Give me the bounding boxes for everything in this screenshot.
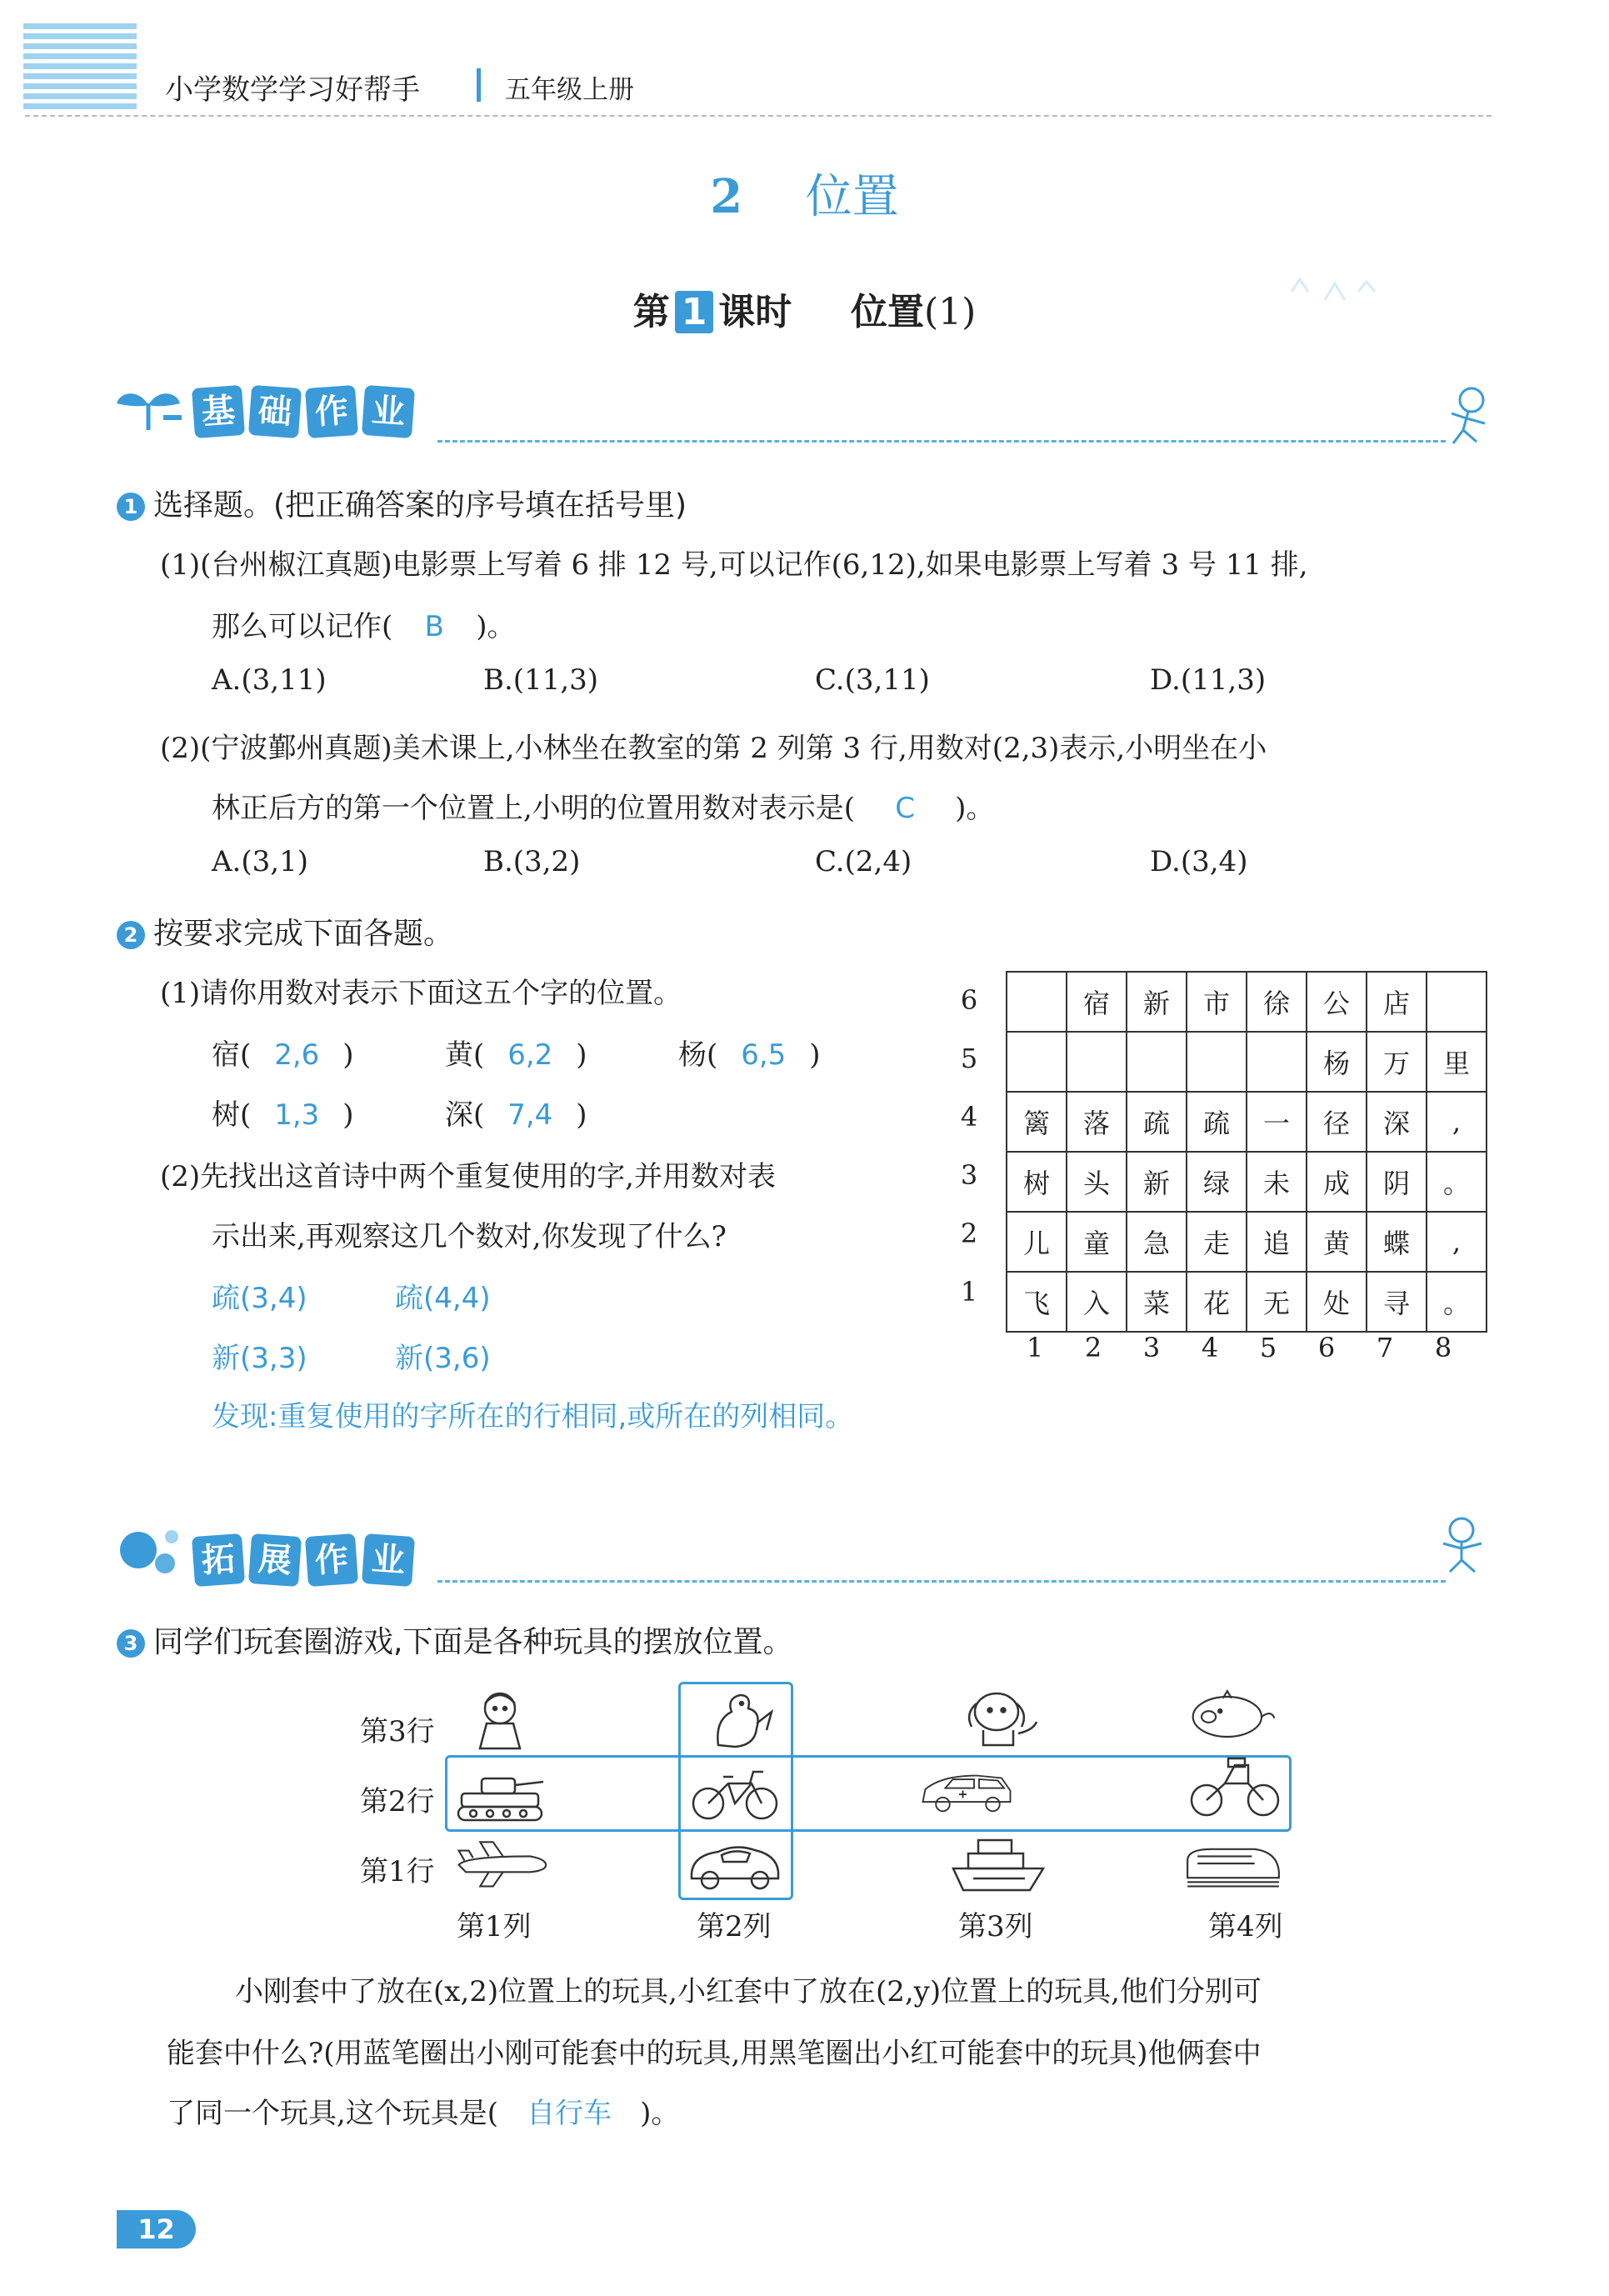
- grid-cell: [1187, 1032, 1247, 1092]
- q1-p1-answer: B: [424, 610, 444, 643]
- q2-answer: 新(3,3): [212, 1342, 307, 1375]
- section-banner-extend: [193, 1535, 420, 1585]
- grid-cell: [1127, 1032, 1187, 1092]
- q1-p1-prompt: 那么可以记作(: [212, 610, 393, 643]
- grid-cell: 径: [1307, 1092, 1367, 1152]
- grid-cell: 市: [1187, 972, 1247, 1032]
- grid-cell: 阴: [1367, 1152, 1427, 1212]
- col-label: 6: [1317, 1332, 1336, 1363]
- grid-cell: [1427, 972, 1487, 1032]
- grid-row: [1007, 1212, 1487, 1272]
- header-decor-stripes: [23, 23, 137, 110]
- page-number: 12: [117, 2210, 196, 2248]
- grid-cell: ,: [1427, 1092, 1487, 1152]
- grid-cell: 急: [1127, 1212, 1187, 1272]
- train-toy-icon: [1183, 1830, 1283, 1897]
- grid-cell: 处: [1307, 1272, 1367, 1332]
- grid-cell: 里: [1427, 1032, 1487, 1092]
- q2-item-answer: 2,6: [274, 1038, 320, 1072]
- grid-col-labels: [1006, 1332, 1472, 1363]
- grid-cell: 入: [1067, 1272, 1127, 1332]
- q2-heading: [117, 910, 453, 953]
- grid-cell: 走: [1187, 1212, 1247, 1272]
- col-label: 3: [1142, 1332, 1161, 1363]
- grid-cell: 头: [1067, 1152, 1127, 1212]
- grid-cell: 新: [1127, 1152, 1187, 1212]
- grid-cell: 疏: [1127, 1092, 1187, 1152]
- q3-title: 同学们玩套圈游戏,下面是各种玩具的摆放位置。: [153, 1625, 793, 1659]
- toy-col-label: 第3列: [958, 1910, 1033, 1943]
- q2-answer: 新(3,6): [395, 1342, 491, 1375]
- grid-cell: 黄: [1307, 1212, 1367, 1272]
- col-label: 2: [1084, 1332, 1102, 1363]
- airplane-toy-icon: [452, 1830, 552, 1897]
- q2-item: 树( 1,3 ): [212, 1098, 354, 1132]
- q1-p2-line1: (2)(宁波鄞州真题)美术课上,小林坐在教室的第 2 列第 3 行,用数对(2,3)表示,小明坐在小: [160, 732, 1267, 765]
- ship-toy-icon: [948, 1830, 1048, 1897]
- q2-title: 按要求完成下面各题。: [153, 917, 454, 951]
- q3-heading: [117, 1618, 792, 1661]
- q3-answer: 自行车: [527, 2097, 612, 2130]
- grid-cell: 落: [1067, 1092, 1127, 1152]
- row-label: 1: [960, 1276, 978, 1308]
- toy-row-label: 第3行: [360, 1715, 435, 1748]
- grid-row: [1007, 1272, 1487, 1332]
- grid-row: [1007, 972, 1487, 1032]
- grid-cell: 。: [1427, 1272, 1487, 1332]
- banner-char: 作: [305, 1533, 358, 1587]
- row-2-circle: [445, 1755, 1292, 1832]
- q1-p2-option-b: B.(3,2): [483, 845, 581, 878]
- q2-item: 深( 7,4 ): [445, 1098, 587, 1132]
- grid-cell: 飞: [1007, 1272, 1067, 1332]
- q2-item: 宿( 2,6 ): [212, 1038, 354, 1072]
- q1-p1-option-b: B.(11,3): [483, 663, 599, 697]
- q2-item-char: 宿: [212, 1038, 240, 1072]
- q2-finding: 发现:重复使用的字所在的行相同,或所在的列相同。: [212, 1400, 854, 1433]
- grid-cell: [1247, 1032, 1307, 1092]
- q1-title: 选择题。(把正确答案的序号填在括号里): [153, 488, 687, 523]
- grid-row: [1007, 1092, 1487, 1152]
- row-label: 6: [960, 984, 978, 1016]
- dog-toy-icon: [950, 1683, 1050, 1750]
- chapter-title: [0, 160, 1609, 227]
- grid-cell: 。: [1427, 1152, 1487, 1212]
- kid-icon: [1425, 1510, 1500, 1577]
- q1-p1-option-d: D.(11,3): [1150, 663, 1267, 697]
- grid-cell: 篱: [1007, 1092, 1067, 1152]
- grid-cell: 杨: [1307, 1032, 1367, 1092]
- sparkle-decor-icon: [1275, 267, 1392, 317]
- grid-cell: 花: [1187, 1272, 1247, 1332]
- sports-car-toy-icon: [685, 1830, 785, 1897]
- q1-p2-line2: [212, 785, 994, 826]
- poem-grid: [1006, 971, 1487, 1333]
- q2-item-char: 深: [445, 1098, 473, 1132]
- pig-toy-icon: [1182, 1683, 1282, 1750]
- q2-p1-text: (1)请你用数对表示下面这五个字的位置。: [160, 977, 682, 1010]
- row-label: 5: [960, 1043, 978, 1074]
- toy-col-label: 第4列: [1208, 1910, 1283, 1943]
- q3-prompt: 了同一个玩具,这个玩具是(: [167, 2097, 499, 2130]
- toy-row-label: 第2行: [360, 1785, 435, 1818]
- car-toy-icon: [917, 1758, 1017, 1825]
- row-label: 2: [960, 1218, 978, 1249]
- row-label: 4: [960, 1101, 978, 1133]
- grade-label: 五年级上册: [505, 75, 634, 105]
- q3-line3: [167, 2090, 679, 2131]
- bubbles-icon: [113, 1525, 188, 1575]
- header-divider: [477, 68, 481, 102]
- grid-cell: 童: [1067, 1212, 1127, 1272]
- q1-p2-option-c: C.(2,4): [815, 845, 912, 878]
- sprout-icon: [113, 385, 183, 432]
- toy-row-label: 第1行: [360, 1855, 435, 1888]
- banner-char: 础: [248, 385, 302, 438]
- toy-col-label: 第1列: [457, 1910, 532, 1943]
- tank-toy-icon: [450, 1758, 550, 1825]
- q2-number-badge: 2: [117, 921, 145, 949]
- q1-p2-answer: C: [895, 792, 915, 825]
- q2-item-char: 杨: [678, 1038, 707, 1072]
- q2-item-answer: 6,5: [741, 1038, 787, 1072]
- q2-answer: 疏(4,4): [395, 1282, 491, 1315]
- q2-item-char: 树: [212, 1098, 240, 1132]
- q3-line2: 能套中什么?(用蓝笔圈出小刚可能套中的玩具,用黑笔圈出小红可能套中的玩具)他俩套中: [167, 2037, 1262, 2070]
- q1-p1-line1: (1)(台州椒江真题)电影票上写着 6 排 12 号,可以记作(6,12),如果电影票上写着 3 号 11 排,: [160, 548, 1308, 582]
- q1-p1-option-c: C.(3,11): [815, 663, 930, 697]
- grid-cell: [1007, 972, 1067, 1032]
- grid-cell: 无: [1247, 1272, 1307, 1332]
- q1-p2-option-a: A.(3,1): [212, 845, 308, 878]
- banner-char: 作: [305, 385, 358, 438]
- grid-cell: 成: [1307, 1152, 1367, 1212]
- grid-cell: 未: [1247, 1152, 1307, 1212]
- col-label: 7: [1376, 1332, 1394, 1363]
- q3-close: )。: [640, 2097, 680, 2130]
- lesson-mid: 课时: [718, 291, 792, 333]
- col-label: 8: [1434, 1332, 1452, 1363]
- q1-p2-prompt: 林正后方的第一个位置上,小明的位置用数对表示是(: [212, 792, 856, 825]
- q2-p2-line2: 示出来,再观察这几个数对,你发现了什么?: [212, 1220, 727, 1253]
- motorcycle-toy-icon: [1185, 1753, 1285, 1820]
- banner-char: 业: [362, 1533, 415, 1587]
- grid-cell: 徐: [1247, 972, 1307, 1032]
- q2-item-answer: 6,2: [507, 1038, 553, 1072]
- grid-cell: [1067, 1032, 1127, 1092]
- grid-cell: 儿: [1007, 1212, 1067, 1272]
- grid-row-labels: [957, 971, 982, 1321]
- lesson-part: (1): [923, 291, 977, 333]
- grid-cell: 公: [1307, 972, 1367, 1032]
- lesson-name: 位置: [850, 291, 924, 333]
- toy-col-label: 第2列: [697, 1910, 772, 1943]
- section-divider: [437, 1580, 1446, 1583]
- running-kid-icon: [1432, 383, 1507, 450]
- grid-cell: 店: [1367, 972, 1427, 1032]
- grid-cell: 追: [1247, 1212, 1307, 1272]
- q3-line1: 小刚套中了放在(x,2)位置上的玩具,小红套中了放在(2,y)位置上的玩具,他们分别可: [235, 1975, 1262, 2008]
- q2-item-char: 黄: [445, 1038, 473, 1072]
- grid-cell: 寻: [1367, 1272, 1427, 1332]
- q1-p1-line2: [212, 603, 516, 644]
- q2-item-answer: 1,3: [274, 1098, 320, 1132]
- col-label: 4: [1201, 1332, 1219, 1363]
- q1-number-badge: 1: [117, 493, 145, 521]
- q2-answer: 疏(3,4): [212, 1282, 307, 1315]
- grid-cell: [1007, 1032, 1067, 1092]
- grid-cell: 绿: [1187, 1152, 1247, 1212]
- q1-p1-option-a: A.(3,11): [212, 663, 327, 697]
- grid-cell: 万: [1367, 1032, 1427, 1092]
- q3-number-badge: 3: [117, 1629, 145, 1658]
- book-title: 小学数学学习好帮手: [165, 73, 420, 107]
- row-label: 3: [960, 1159, 978, 1191]
- section-banner-basic: [193, 387, 420, 437]
- grid-cell: 蝶: [1367, 1212, 1427, 1272]
- section-divider: [437, 440, 1446, 443]
- q1-p2-close: )。: [955, 792, 995, 825]
- banner-char: 业: [362, 385, 415, 438]
- lesson-number-badge: 1: [675, 291, 714, 333]
- banner-char: 基: [192, 385, 245, 438]
- q1-heading: [117, 482, 687, 524]
- dinosaur-toy-icon: [685, 1687, 785, 1753]
- q1-p2-option-d: D.(3,4): [1150, 845, 1248, 878]
- grid-cell: 疏: [1187, 1092, 1247, 1152]
- grid-cell: 菜: [1127, 1272, 1187, 1332]
- chapter-number: 2: [710, 169, 743, 224]
- grid-cell: 宿: [1067, 972, 1127, 1032]
- grid-cell: 新: [1127, 972, 1187, 1032]
- lesson-prefix: 第: [632, 291, 670, 333]
- grid-row: [1007, 1032, 1487, 1092]
- grid-row: [1007, 1152, 1487, 1212]
- girl-toy-icon: [450, 1687, 550, 1753]
- col-label: 1: [1026, 1332, 1044, 1363]
- q2-item: 杨( 6,5 ): [678, 1038, 821, 1072]
- chapter-name: 位置: [805, 170, 899, 224]
- q1-p1-close: )。: [476, 610, 516, 643]
- banner-char: 展: [248, 1533, 302, 1587]
- bicycle-toy-icon: [685, 1758, 785, 1825]
- banner-char: 拓: [192, 1533, 245, 1587]
- grid-cell: 一: [1247, 1092, 1307, 1152]
- header-rule: [25, 115, 1492, 117]
- grid-cell: 树: [1007, 1152, 1067, 1212]
- q2-item: 黄( 6,2 ): [445, 1038, 587, 1072]
- grid-cell: ,: [1427, 1212, 1487, 1272]
- grid-cell: 深: [1367, 1092, 1427, 1152]
- q2-item-answer: 7,4: [507, 1098, 553, 1132]
- col-label: 5: [1259, 1332, 1277, 1363]
- q2-p2-line1: (2)先找出这首诗中两个重复使用的字,并用数对表: [160, 1160, 776, 1193]
